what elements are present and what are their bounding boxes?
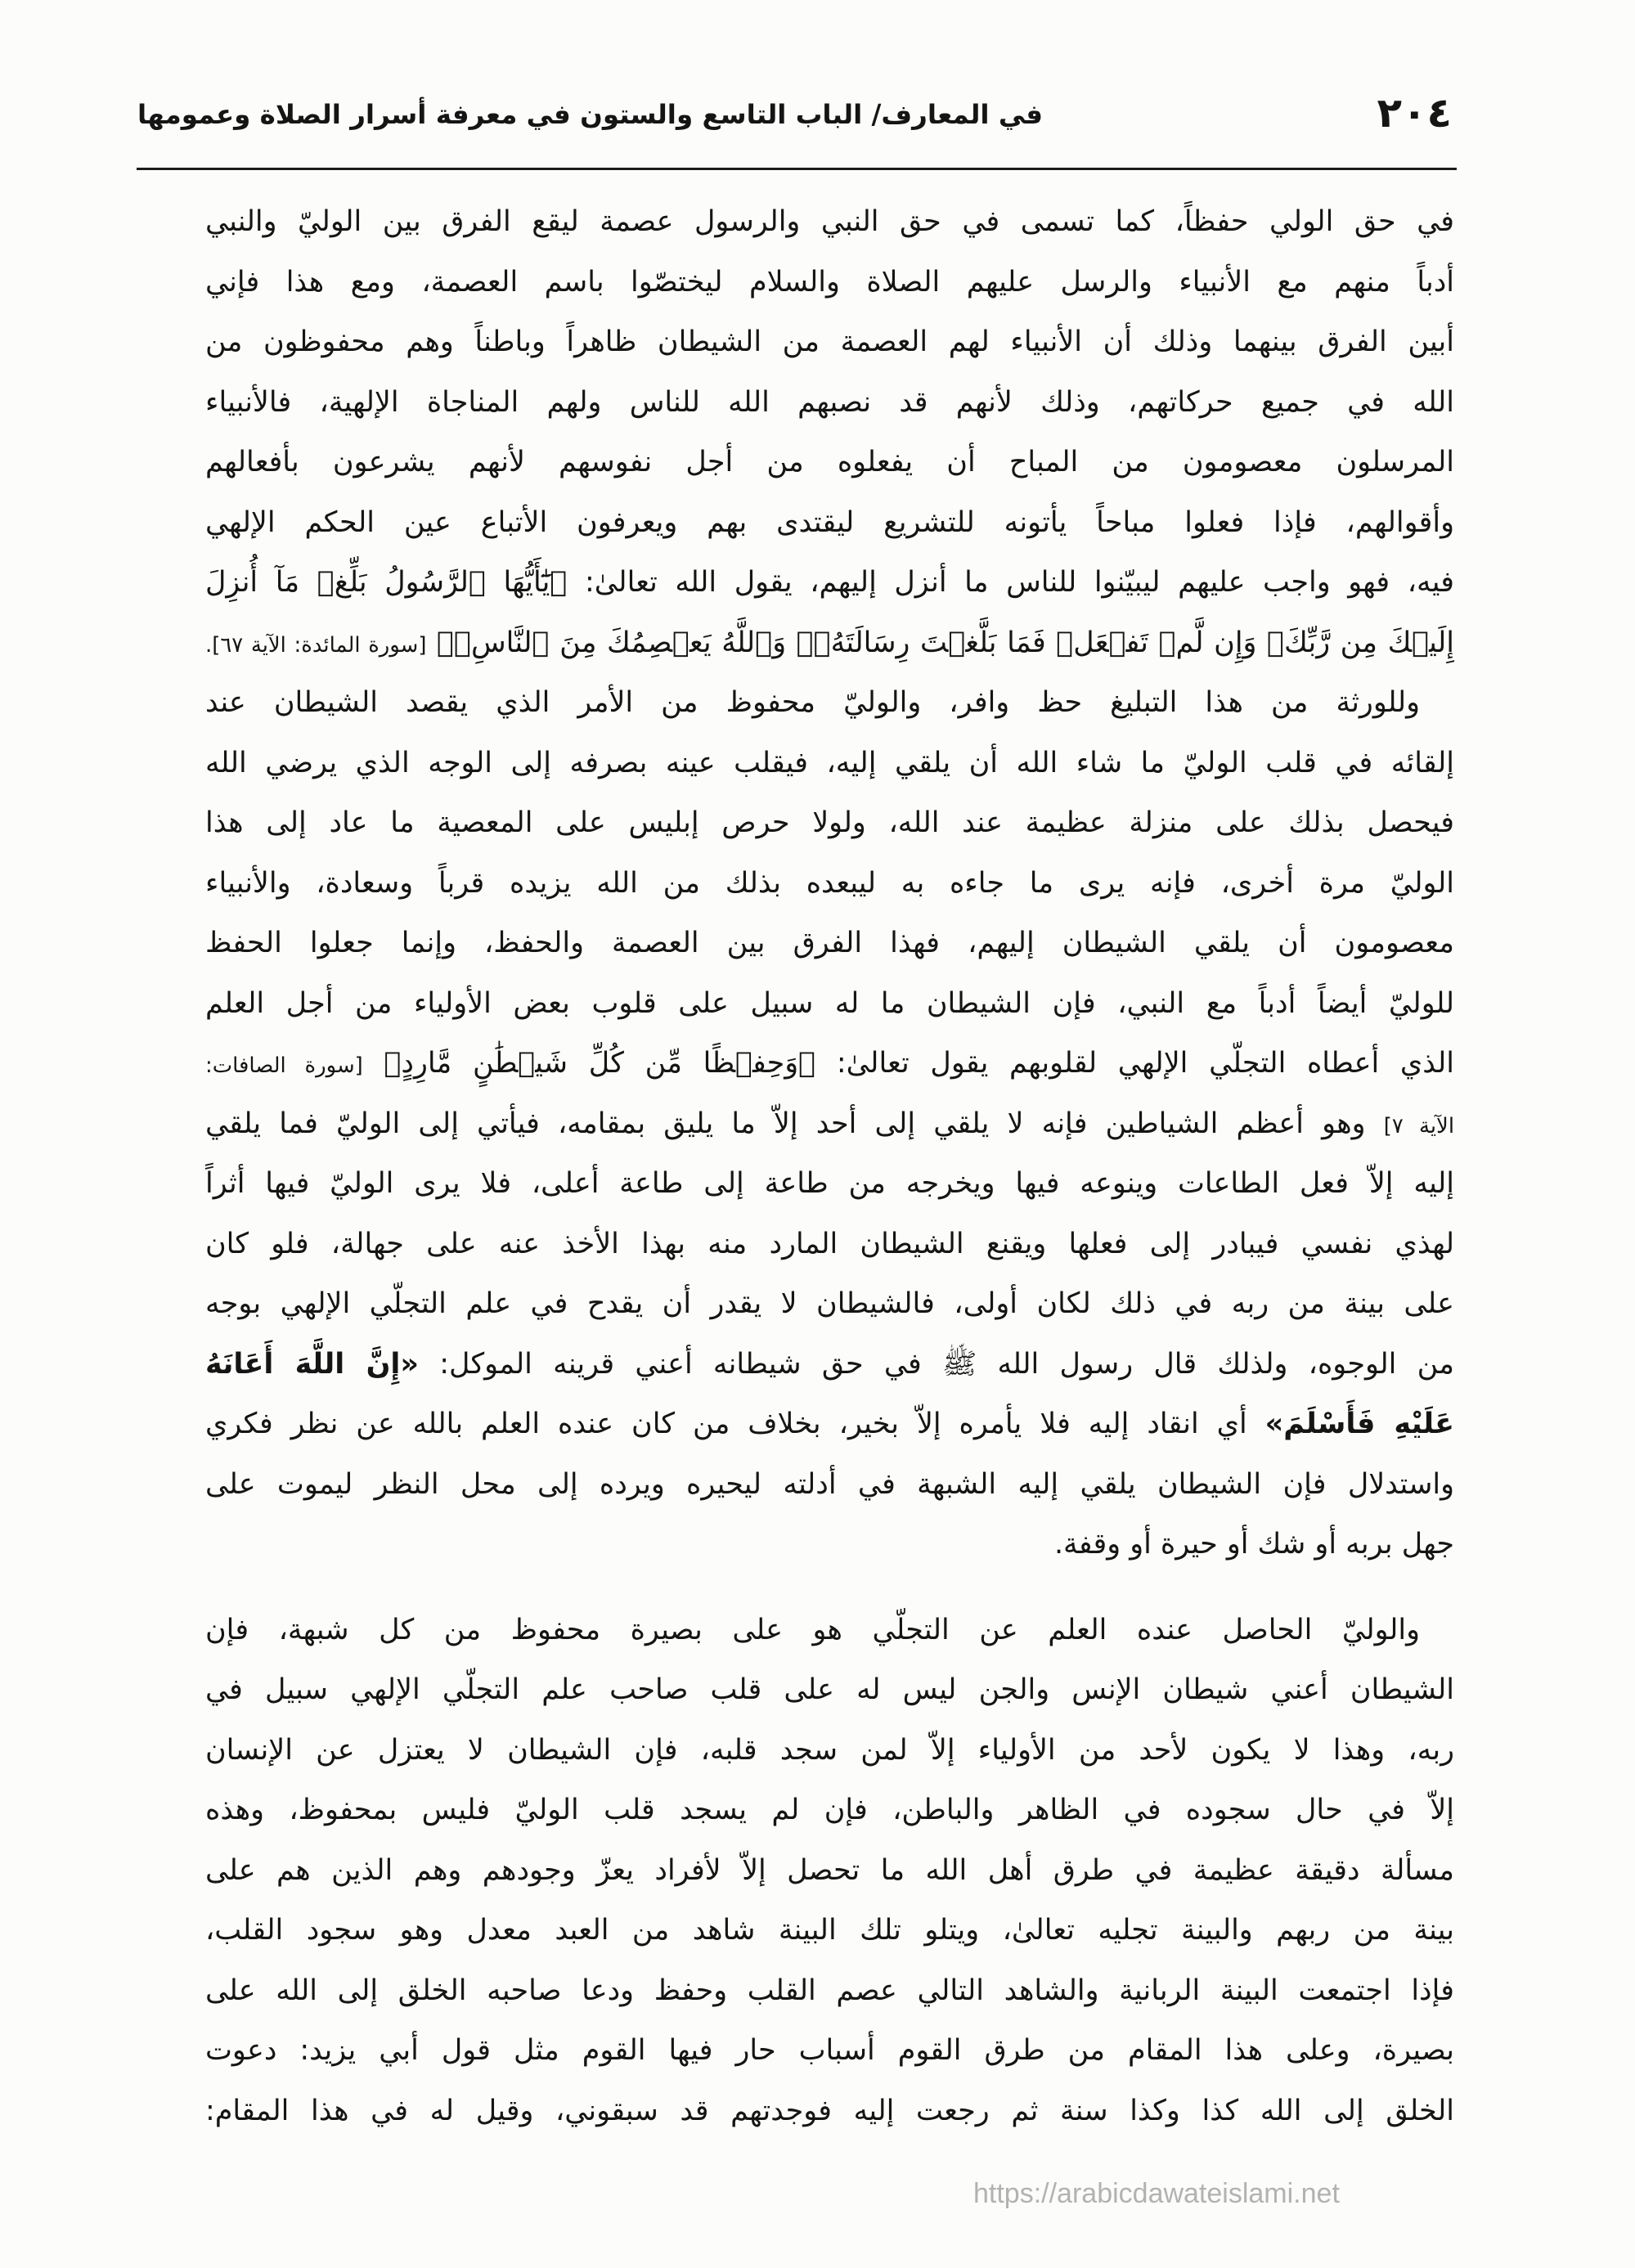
line-text: إلقائه في قلب الوليّ ما شاء الله أن يلقي إليه، فيقلب عينه بصرفه إلى الوجه الذي يرضي الله bbox=[205, 746, 1454, 779]
text-line bbox=[205, 974, 1454, 1035]
line-content bbox=[205, 1408, 1454, 1440]
line-text: لهذي نفسي فيبادر إلى فعلها ويقنع الشيطان المارد منه بهذا الأخذ عنه على جهالة، فلو كان bbox=[205, 1227, 1454, 1260]
text-line bbox=[205, 493, 1454, 554]
line-text: وأقوالهم، فإذا فعلوا مباحاً يأتونه للتشريع ليقتدى بهم ويعرفون الأتباع عين الحكم الإلهي bbox=[205, 505, 1454, 539]
line-content bbox=[205, 627, 1454, 659]
text-line bbox=[205, 1515, 1454, 1575]
line-text: المرسلون معصومون من المباح أن يفعلوه من أجل نفوسهم لأنهم يشرعون بأفعالهم bbox=[205, 446, 1454, 478]
header-rule bbox=[137, 168, 1457, 170]
line-text: من الوجوه، ولذلك قال رسول الله ﷺ في حق شيطانه أعني قرينه الموكل: bbox=[439, 1347, 1454, 1381]
line-text: معصومون أن يلقي الشيطان إليهم، فهذا الفرق بين العصمة والحفظ، وإنما جعلوا الحفظ bbox=[205, 927, 1454, 959]
text-line bbox=[205, 613, 1454, 674]
line-text: بينة من ربهم والبينة تجليه تعالىٰ، ويتلو تلك البينة شاهد من العبد معدل وهو سجود القلب، bbox=[205, 1914, 1454, 1947]
hadith-quote: «إِنَّ اللَّهَ أَعَانَهُ bbox=[205, 1347, 419, 1381]
hadith-quote: عَلَيْهِ فَأَسْلَمَ» bbox=[1264, 1408, 1454, 1440]
line-text: بصيرة، وعلى هذا المقام من طرق القوم أسباب حار فيها القوم مثل قول أبي يزيد: دعوت bbox=[205, 2034, 1454, 2067]
line-text: أدباً منهم مع الأنبياء والرسل عليهم الصلاة والسلام ليختصّوا باسم العصمة، ومع هذا فإني bbox=[205, 265, 1454, 299]
running-header bbox=[137, 82, 1049, 147]
surah-reference: [سورة الصافات: bbox=[205, 1053, 363, 1078]
line-content bbox=[205, 1107, 1454, 1140]
line-text: فإذا اجتمعت البينة الربانية والشاهد التالي عصم القلب وحفظ ودعا صاحبه الخلق إلى الله على bbox=[205, 1974, 1454, 2007]
line-text: الذي أعطاه التجلّي الإلهي لقلوبهم يقول تعالىٰ: bbox=[836, 1047, 1455, 1080]
text-line bbox=[205, 312, 1454, 373]
line-text: أبين الفرق بينهما وذلك أن الأنبياء لهم العصمة من الشيطان ظاهراً وباطناً وهم محفوظون من bbox=[205, 326, 1454, 358]
line-text: إلاّ في حال سجوده في الظاهر والباطن، فإن لم يسجد قلب الوليّ فليس بمحفوظ، وهذه bbox=[205, 1794, 1454, 1826]
text-line bbox=[205, 1781, 1454, 1841]
text-line bbox=[205, 1394, 1454, 1455]
text-line bbox=[205, 1215, 1454, 1275]
text-line bbox=[205, 2082, 1454, 2142]
line-text: وهو أعظم الشياطين فإنه لا يلقي إلى أحد إلاّ ما يليق بمقامه، فيأتي إلى الوليّ فما يلقي bbox=[205, 1107, 1366, 1140]
text-line bbox=[205, 1841, 1454, 1902]
line-text: الوليّ مرة أخرى، فإنه يرى ما جاءه به ليبعده بذلك من الله يزيده قرباً وسعادة، والأنبياء bbox=[205, 866, 1454, 900]
paragraph bbox=[205, 673, 1454, 1575]
text-line bbox=[205, 192, 1454, 253]
line-text: فيحصل بذلك على منزلة عظيمة عند الله، ولولا حرص إبليس على المعصية ما عاد إلى هذا bbox=[205, 806, 1454, 839]
text-line bbox=[205, 1274, 1454, 1335]
line-text: ربه، وهذا لا يكون لأحد من الأولياء إلاّ لمن سجد قلبه، فإن الشيطان لا يعتزل عن الإنسان bbox=[205, 1733, 1454, 1767]
text-line bbox=[205, 433, 1454, 493]
quran-verse: إِلَيۡكَ مِن رَّبِّكَۖ وَإِن لَّمۡ تَفۡعَلۡ فَمَا بَلَّغۡتَ رِسَالَتَهُۥۚ وَٱللَّهُ يَعۡصِمُكَ مِنَ ٱلنَّاسِۗ﴾ bbox=[437, 626, 1454, 659]
line-text: جهل بربه أو شك أو حيرة أو وقفة. bbox=[1053, 1528, 1454, 1561]
text-line bbox=[205, 1901, 1454, 1961]
line-text: إليه إلاّ فعل الطاعات وينوعه فيها ويخرجه من طاعة إلى طاعة أعلى، فلا يرى الوليّ فيها أثراً bbox=[205, 1167, 1454, 1200]
line-text: مسألة دقيقة عظيمة في طرق أهل الله ما تحصل إلاّ لأفراد يعزّ وجودهم وهم الذين هم على bbox=[205, 1853, 1454, 1887]
line-text: للوليّ أيضاً أدباً مع النبي، فإن الشيطان ما له سبيل على قلوب بعض الأولياء من أجل العلم bbox=[205, 986, 1454, 1020]
line-text: أي انقاد إليه فلا يأمره إلاّ بخير، بخلاف من كان عنده العلم بالله عن نظر فكري bbox=[205, 1408, 1247, 1440]
main-text bbox=[205, 192, 1454, 2141]
line-text: واستدلال فإن الشيطان يلقي إليه الشبهة في أدلته ليحيره ويرده إلى محل النظر ليموت على bbox=[205, 1467, 1454, 1501]
running-header-title: في المعارف/ الباب التاسع والستون في معرفة أسرار الصلاة وعمومها bbox=[137, 99, 1044, 130]
text-line bbox=[205, 1154, 1454, 1215]
text-line bbox=[205, 1721, 1454, 1781]
text-line bbox=[205, 914, 1454, 974]
line-content bbox=[205, 1348, 1454, 1381]
text-line bbox=[205, 1455, 1454, 1516]
page-number: ٢٠٤ bbox=[1377, 89, 1452, 137]
watermark-url: https://arabicdawateislami.net bbox=[973, 2178, 1340, 2209]
paragraph bbox=[205, 192, 1454, 673]
text-line bbox=[205, 1034, 1454, 1094]
text-line bbox=[205, 673, 1454, 734]
text-line bbox=[205, 1335, 1454, 1395]
line-text: الخلق إلى الله كذا وكذا سنة ثم رجعت إليه فوجدتهم قد سبقوني، وقيل له في هذا المقام: bbox=[205, 2094, 1454, 2127]
text-line bbox=[205, 1601, 1454, 1661]
line-text: وللورثة من هذا التبليغ حظ وافر، والوليّ محفوظ من الأمر الذي يقصد الشيطان عند bbox=[205, 686, 1420, 719]
text-line bbox=[205, 553, 1454, 613]
paragraph bbox=[205, 1601, 1454, 2142]
text-line bbox=[205, 1961, 1454, 2022]
text-line bbox=[205, 854, 1454, 914]
text-line bbox=[205, 373, 1454, 433]
line-text: على بينة من ربه في ذلك لكان أولى، فالشيطان لا يقدر أن يقدح في علم التجلّي الإلهي بوجه bbox=[205, 1287, 1454, 1320]
line-text: والوليّ الحاصل عنده العلم عن التجلّي هو على بصيرة محفوظ من كل شبهة، فإن bbox=[205, 1613, 1420, 1646]
text-line bbox=[205, 793, 1454, 854]
quran-verse: ﴿يَٰٓأَيُّهَا ٱلرَّسُولُ بَلِّغۡ مَآ أُنزِلَ bbox=[205, 566, 568, 599]
line-content bbox=[205, 1047, 1454, 1080]
quran-verse: ﴿وَحِفۡظًا مِّن كُلِّ شَيۡطَٰنٍ مَّارِدٍ﴾ bbox=[384, 1047, 816, 1080]
line-text: الشيطان أعني شيطان الإنس والجن ليس له على قلب صاحب علم التجلّي الإلهي سبيل في bbox=[205, 1673, 1454, 1706]
surah-reference: [سورة المائدة: الآية ٦٧]. bbox=[205, 632, 427, 658]
line-text: في حق الولي حفظاً، كما تسمى في حق النبي والرسول عصمة ليقع الفرق بين الوليّ والنبي bbox=[205, 205, 1454, 238]
text-line bbox=[205, 1094, 1454, 1155]
text-line bbox=[205, 1660, 1454, 1721]
line-text: فيه، فهو واجب عليهم ليبيّنوا للناس ما أنزل إليهم، يقول الله تعالىٰ: bbox=[585, 566, 1454, 599]
line-text: الله في جميع حركاتهم، وذلك لأنهم قد نصبهم الله للناس ولهم المناجاة الإلهية، فالأنبياء bbox=[205, 385, 1454, 419]
line-content bbox=[205, 566, 1454, 599]
text-line bbox=[205, 734, 1454, 794]
surah-reference: الآية ٧] bbox=[1383, 1113, 1455, 1138]
text-line bbox=[205, 2021, 1454, 2082]
text-line bbox=[205, 253, 1454, 313]
